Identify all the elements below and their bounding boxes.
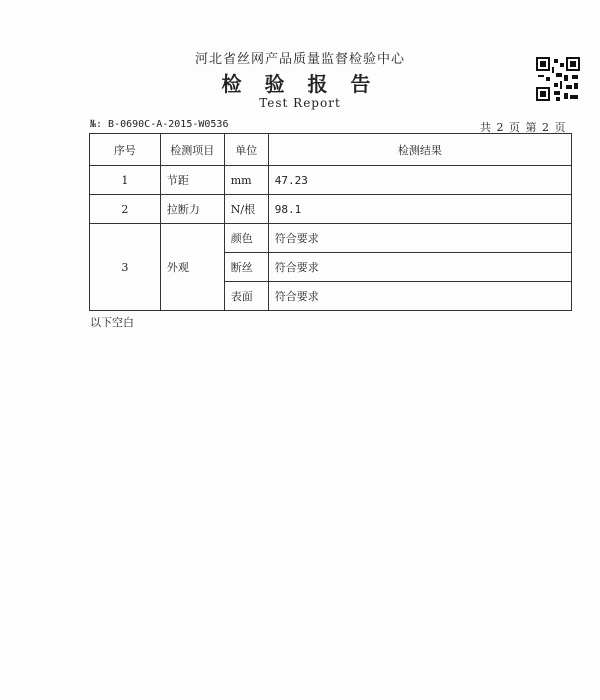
row-result: 47.23 [268, 166, 571, 195]
table-row [90, 224, 572, 253]
qr-code-icon [536, 57, 580, 101]
row-unit: N/根 [224, 195, 268, 224]
row-seq: 1 [90, 166, 161, 195]
header-result: 检测结果 [268, 134, 571, 166]
sub-item: 断丝 [224, 253, 268, 282]
table-header-row [90, 134, 572, 166]
row-result: 98.1 [268, 195, 571, 224]
test-results-table [89, 133, 572, 311]
row-item: 节距 [160, 166, 224, 195]
report-number: №: B-0690C-A-2015-W0536 [90, 119, 229, 130]
row-result: 符合要求 [268, 282, 571, 311]
row-result: 符合要求 [268, 224, 571, 253]
row-seq: 3 [90, 224, 161, 311]
organization-name: 河北省丝网产品质量监督检验中心 [194, 52, 405, 67]
row-seq: 2 [90, 195, 161, 224]
report-title-cn: 检 验 报 告 [221, 72, 379, 96]
page-info: 共 2 页 第 2 页 [480, 121, 567, 134]
row-unit: mm [224, 166, 268, 195]
row-result: 符合要求 [268, 253, 571, 282]
header-item: 检测项目 [160, 134, 224, 166]
report-title-en: Test Report [259, 96, 341, 110]
table-row [90, 166, 572, 195]
sub-item: 表面 [224, 282, 268, 311]
sub-item: 颜色 [224, 224, 268, 253]
footer-note: 以下空白 [90, 316, 134, 329]
row-item: 拉断力 [160, 195, 224, 224]
row-item: 外观 [160, 224, 224, 311]
header-seq: 序号 [90, 134, 161, 166]
table-row [90, 195, 572, 224]
header-unit: 单位 [224, 134, 268, 166]
